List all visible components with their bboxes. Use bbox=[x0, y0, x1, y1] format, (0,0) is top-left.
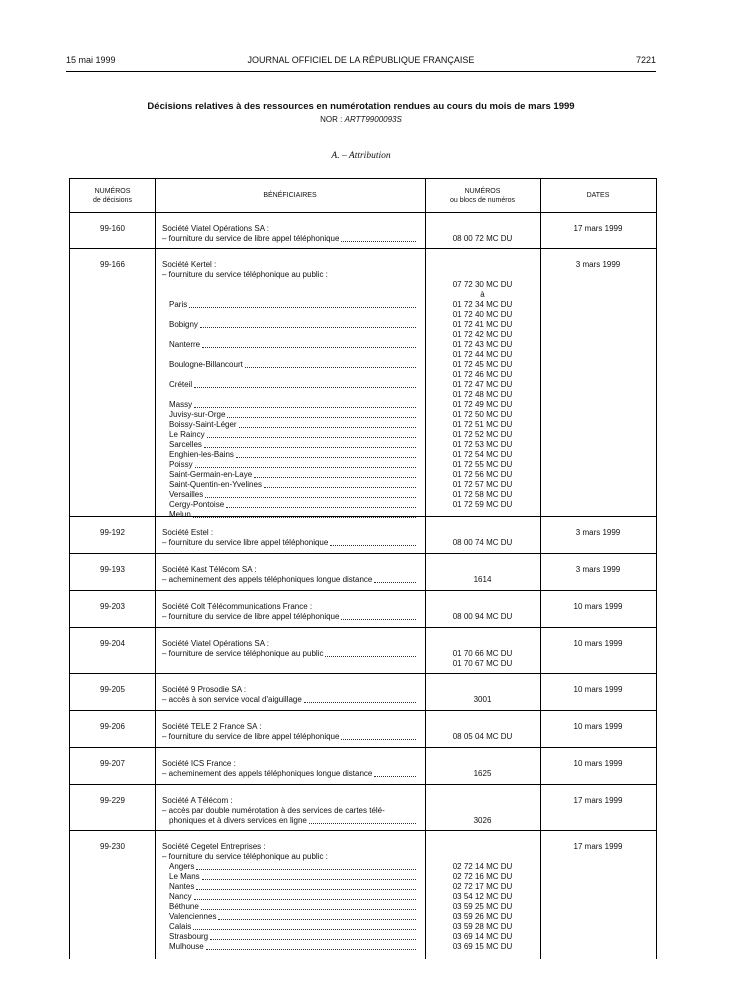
leader-dots bbox=[341, 241, 416, 242]
beneficiary bbox=[162, 722, 417, 742]
header-page-number: 7221 bbox=[635, 55, 656, 65]
city-line-text: Versailles bbox=[169, 490, 204, 499]
leader-dots bbox=[218, 919, 416, 920]
service-line bbox=[162, 538, 417, 548]
decision-number: 99-207 bbox=[100, 759, 125, 768]
leader-dots bbox=[254, 477, 416, 478]
city-line-text: Nanterre bbox=[169, 340, 201, 349]
beneficiary bbox=[162, 685, 417, 705]
city-line bbox=[162, 300, 417, 310]
number-block: 3001 bbox=[473, 695, 492, 704]
number-blocks bbox=[425, 769, 540, 779]
number-block: à bbox=[480, 290, 485, 299]
service-line-text: – fourniture de service téléphonique au public bbox=[162, 649, 324, 658]
leader-dots bbox=[227, 417, 416, 418]
beneficiary bbox=[162, 565, 417, 585]
service-line bbox=[162, 816, 417, 826]
leader-dots bbox=[239, 427, 416, 428]
number-block: 01 72 50 MC DU bbox=[452, 410, 513, 419]
spacer bbox=[162, 390, 417, 400]
city-line bbox=[162, 500, 417, 510]
number-block: 03 59 25 MC DU bbox=[452, 902, 513, 911]
number-block: 01 72 42 MC DU bbox=[452, 330, 513, 339]
city-line bbox=[162, 400, 417, 410]
leader-dots bbox=[194, 407, 416, 408]
number-block: 02 72 16 MC DU bbox=[452, 872, 513, 881]
header-date: 15 mai 1999 bbox=[66, 55, 116, 65]
leader-dots bbox=[236, 457, 416, 458]
decision-date: 10 mars 1999 bbox=[573, 639, 623, 648]
city-line bbox=[162, 480, 417, 490]
company-name: Société 9 Prosodie SA : bbox=[162, 685, 247, 694]
leader-dots bbox=[200, 327, 416, 328]
decision-date: 3 mars 1999 bbox=[575, 565, 621, 574]
number-block: 08 00 94 MC DU bbox=[452, 612, 513, 621]
city-line-text: Nancy bbox=[169, 892, 192, 901]
leader-dots bbox=[264, 487, 416, 488]
company-name: Société TELE 2 France SA : bbox=[162, 722, 262, 731]
column-divider bbox=[155, 179, 156, 959]
number-block: 01 72 54 MC DU bbox=[452, 450, 513, 459]
leader-dots bbox=[202, 879, 416, 880]
number-blocks bbox=[425, 280, 540, 510]
city-line-text: Angers bbox=[169, 862, 195, 871]
number-block: 1614 bbox=[473, 575, 492, 584]
header-rule bbox=[66, 71, 656, 72]
decision-number: 99-193 bbox=[100, 565, 125, 574]
number-block: 03 59 26 MC DU bbox=[452, 912, 513, 921]
company-name: Société A Télécom : bbox=[162, 796, 233, 805]
city-line bbox=[162, 912, 417, 922]
company-name: Société ICS France : bbox=[162, 759, 236, 768]
company-name: Société Kertel : bbox=[162, 260, 217, 269]
city-line-text: Paris bbox=[169, 300, 188, 309]
city-line-text: Bobigny bbox=[169, 320, 198, 329]
company-name: Société Colt Télécommunications France : bbox=[162, 602, 313, 611]
number-block: 08 00 72 MC DU bbox=[452, 234, 513, 243]
number-block: 01 72 43 MC DU bbox=[452, 340, 513, 349]
city-line-text: Boulogne-Billancourt bbox=[169, 360, 243, 369]
number-block: 01 72 46 MC DU bbox=[452, 370, 513, 379]
city-line bbox=[162, 490, 417, 500]
leader-dots bbox=[304, 702, 416, 703]
number-blocks bbox=[425, 575, 540, 585]
city-line bbox=[162, 460, 417, 470]
number-blocks bbox=[425, 862, 540, 952]
number-block: 01 72 52 MC DU bbox=[452, 430, 513, 439]
company-name: Société Viatel Opérations SA : bbox=[162, 224, 270, 233]
city-line-text: Créteil bbox=[169, 380, 193, 389]
service-line-text: phoniques et à divers services en ligne bbox=[169, 816, 307, 825]
number-blocks bbox=[425, 234, 540, 244]
number-block: 01 72 48 MC DU bbox=[452, 390, 513, 399]
nor-label: NOR : bbox=[320, 115, 343, 124]
city-line bbox=[162, 360, 417, 370]
number-blocks bbox=[425, 695, 540, 705]
leader-dots bbox=[341, 619, 416, 620]
city-line-text: Massy bbox=[169, 400, 193, 409]
service-line bbox=[162, 612, 417, 622]
decision-date: 17 mars 1999 bbox=[573, 224, 623, 233]
leader-dots bbox=[245, 367, 416, 368]
company-name: Société Cegetel Entreprises : bbox=[162, 842, 266, 851]
decision-date: 3 mars 1999 bbox=[575, 260, 621, 269]
leader-dots bbox=[193, 929, 416, 930]
city-line bbox=[162, 902, 417, 912]
number-block: 01 72 47 MC DU bbox=[452, 380, 513, 389]
city-line-text: Nantes bbox=[169, 882, 195, 891]
nor-reference bbox=[66, 115, 656, 124]
decision-number: 99-192 bbox=[100, 528, 125, 537]
spacer bbox=[162, 370, 417, 380]
number-block: 01 72 41 MC DU bbox=[452, 320, 513, 329]
row-divider bbox=[70, 627, 656, 628]
leader-dots bbox=[195, 467, 416, 468]
decision-number: 99-205 bbox=[100, 685, 125, 694]
decision-number: 99-160 bbox=[100, 224, 125, 233]
number-block: 01 72 55 MC DU bbox=[452, 460, 513, 469]
leader-dots bbox=[193, 517, 416, 518]
col-header-dates: DATES bbox=[586, 192, 610, 199]
number-block: 08 00 74 MC DU bbox=[452, 538, 513, 547]
city-line bbox=[162, 450, 417, 460]
beneficiary bbox=[162, 796, 417, 826]
service-line bbox=[162, 732, 417, 742]
service-line-text: – fourniture du service de libre appel téléphonique bbox=[162, 612, 340, 621]
number-block: 01 70 67 MC DU bbox=[452, 659, 513, 668]
city-line bbox=[162, 430, 417, 440]
col-header-decisions: NUMÉROS de décisions bbox=[93, 187, 132, 204]
document-title: Décisions relatives à des ressources en numérotation rendues au cours du mois de mars 1999 bbox=[147, 101, 575, 112]
number-blocks bbox=[425, 816, 540, 826]
service-line-text: – fourniture du service de libre appel téléphonique bbox=[162, 234, 340, 243]
leader-dots bbox=[325, 656, 416, 657]
number-block: 3026 bbox=[473, 816, 492, 825]
decision-date: 10 mars 1999 bbox=[573, 759, 623, 768]
beneficiary bbox=[162, 759, 417, 779]
leader-dots bbox=[330, 545, 416, 546]
row-divider bbox=[70, 784, 656, 785]
city-line-text: Juvisy-sur-Orge bbox=[169, 410, 226, 419]
leader-dots bbox=[207, 437, 416, 438]
number-block: 01 72 59 MC DU bbox=[452, 500, 513, 509]
decision-number: 99-203 bbox=[100, 602, 125, 611]
number-block: 03 69 15 MC DU bbox=[452, 942, 513, 951]
city-line bbox=[162, 470, 417, 480]
leader-dots bbox=[374, 582, 416, 583]
number-block: 01 72 51 MC DU bbox=[452, 420, 513, 429]
service-line-text: – acheminement des appels téléphoniques longue distance bbox=[162, 575, 373, 584]
city-line bbox=[162, 882, 417, 892]
decision-number: 99-229 bbox=[100, 796, 125, 805]
row-divider bbox=[70, 747, 656, 748]
city-line-text: Calais bbox=[169, 922, 192, 931]
city-line-text: Sarcelles bbox=[169, 440, 202, 449]
service-description: – accès par double numérotation à des services de cartes télé- bbox=[162, 806, 385, 815]
number-block: 01 70 66 MC DU bbox=[452, 649, 513, 658]
spacer bbox=[162, 290, 417, 300]
col-header-beneficiaires: BÉNÉFICIAIRES bbox=[263, 192, 317, 199]
number-blocks bbox=[425, 732, 540, 742]
city-line-text: Poissy bbox=[169, 460, 193, 469]
spacer bbox=[162, 280, 417, 290]
decision-date: 3 mars 1999 bbox=[575, 528, 621, 537]
number-block: 01 72 56 MC DU bbox=[452, 470, 513, 479]
decision-date: 17 mars 1999 bbox=[573, 796, 623, 805]
decision-date: 10 mars 1999 bbox=[573, 685, 623, 694]
number-block: 02 72 14 MC DU bbox=[452, 862, 513, 871]
row-divider bbox=[70, 830, 656, 831]
service-line-text: – fourniture du service de libre appel téléphonique bbox=[162, 732, 340, 741]
city-line bbox=[162, 892, 417, 902]
number-blocks bbox=[425, 612, 540, 622]
company-name: Société Kast Télécom SA : bbox=[162, 565, 257, 574]
city-line-text: Boissy-Saint-Léger bbox=[169, 420, 237, 429]
city-line-text: Le Raincy bbox=[169, 430, 205, 439]
beneficiary bbox=[162, 842, 417, 952]
leader-dots bbox=[194, 387, 416, 388]
header-journal: JOURNAL OFFICIEL DE LA RÉPUBLIQUE FRANÇAISE bbox=[247, 55, 475, 65]
leader-dots bbox=[341, 739, 416, 740]
city-line bbox=[162, 932, 417, 942]
service-line bbox=[162, 649, 417, 659]
decision-date: 17 mars 1999 bbox=[573, 842, 623, 851]
city-line-text: Saint-Germain-en-Laye bbox=[169, 470, 253, 479]
spacer bbox=[162, 350, 417, 360]
decision-number: 99-230 bbox=[100, 842, 125, 851]
number-block: 01 72 49 MC DU bbox=[452, 400, 513, 409]
number-block: 02 72 17 MC DU bbox=[452, 882, 513, 891]
section-title: A. – Attribution bbox=[331, 151, 391, 161]
number-block: 01 72 44 MC DU bbox=[452, 350, 513, 359]
row-divider bbox=[70, 673, 656, 674]
service-line bbox=[162, 695, 417, 705]
number-block: 03 59 28 MC DU bbox=[452, 922, 513, 931]
city-line bbox=[162, 410, 417, 420]
number-block: 01 72 45 MC DU bbox=[452, 360, 513, 369]
header-divider bbox=[70, 212, 656, 213]
service-description: – fourniture du service téléphonique au public : bbox=[162, 270, 328, 279]
city-line-text: Béthune bbox=[169, 902, 199, 911]
service-line bbox=[162, 575, 417, 585]
number-block: 07 72 30 MC DU bbox=[452, 280, 513, 289]
decision-date: 10 mars 1999 bbox=[573, 602, 623, 611]
decision-date: 10 mars 1999 bbox=[573, 722, 623, 731]
number-block: 01 72 53 MC DU bbox=[452, 440, 513, 449]
number-blocks bbox=[425, 538, 540, 548]
leader-dots bbox=[204, 447, 416, 448]
leader-dots bbox=[196, 889, 416, 890]
city-line bbox=[162, 942, 417, 952]
number-block: 08 05 04 MC DU bbox=[452, 732, 513, 741]
number-block: 1625 bbox=[473, 769, 492, 778]
col-header-numeros: NUMÉROS ou blocs de numéros bbox=[450, 187, 515, 204]
spacer bbox=[162, 310, 417, 320]
service-line bbox=[162, 769, 417, 779]
beneficiary bbox=[162, 260, 417, 520]
company-name: Société Estel : bbox=[162, 528, 214, 537]
city-line bbox=[162, 440, 417, 450]
row-divider bbox=[70, 553, 656, 554]
city-line bbox=[162, 510, 417, 520]
leader-dots bbox=[309, 823, 416, 824]
leader-dots bbox=[226, 507, 416, 508]
city-line-text: Strasbourg bbox=[169, 932, 209, 941]
city-line bbox=[162, 872, 417, 882]
leader-dots bbox=[210, 939, 416, 940]
beneficiary bbox=[162, 602, 417, 622]
city-line-text: Enghien-les-Bains bbox=[169, 450, 234, 459]
spacer bbox=[162, 330, 417, 340]
company-name: Société Viatel Opérations SA : bbox=[162, 639, 270, 648]
city-line bbox=[162, 320, 417, 330]
nor-value: ARTT9900093S bbox=[344, 115, 402, 124]
city-line bbox=[162, 380, 417, 390]
number-block: 01 72 58 MC DU bbox=[452, 490, 513, 499]
city-line-text: Mulhouse bbox=[169, 942, 204, 951]
service-line-text: – acheminement des appels téléphoniques longue distance bbox=[162, 769, 373, 778]
row-divider bbox=[70, 248, 656, 249]
number-block: 01 72 57 MC DU bbox=[452, 480, 513, 489]
number-block: 03 54 12 MC DU bbox=[452, 892, 513, 901]
leader-dots bbox=[206, 949, 416, 950]
leader-dots bbox=[194, 899, 416, 900]
service-line bbox=[162, 234, 417, 244]
leader-dots bbox=[374, 776, 416, 777]
number-block: 01 72 40 MC DU bbox=[452, 310, 513, 319]
row-divider bbox=[70, 516, 656, 517]
service-line-text: – accès à son service vocal d'aiguillage bbox=[162, 695, 302, 704]
row-divider bbox=[70, 590, 656, 591]
service-description: – fourniture du service téléphonique au public : bbox=[162, 852, 328, 861]
leader-dots bbox=[201, 909, 416, 910]
leader-dots bbox=[202, 347, 416, 348]
city-line bbox=[162, 862, 417, 872]
number-block: 03 69 14 MC DU bbox=[452, 932, 513, 941]
decision-number: 99-204 bbox=[100, 639, 125, 648]
service-line-text: – fourniture du service libre appel téléphonique bbox=[162, 538, 329, 547]
city-line bbox=[162, 922, 417, 932]
beneficiary bbox=[162, 528, 417, 548]
leader-dots bbox=[205, 497, 416, 498]
decision-number: 99-166 bbox=[100, 260, 125, 269]
leader-dots bbox=[196, 869, 416, 870]
leader-dots bbox=[189, 307, 416, 308]
city-line bbox=[162, 420, 417, 430]
number-blocks bbox=[425, 649, 540, 669]
city-line-text: Valenciennes bbox=[169, 912, 217, 921]
city-line bbox=[162, 340, 417, 350]
city-line-text: Saint-Quentin-en-Yvelines bbox=[169, 480, 262, 489]
decision-number: 99-206 bbox=[100, 722, 125, 731]
decisions-table bbox=[69, 178, 657, 959]
city-line-text: Le Mans bbox=[169, 872, 200, 881]
city-line-text: Cergy-Pontoise bbox=[169, 500, 225, 509]
beneficiary bbox=[162, 224, 417, 244]
beneficiary bbox=[162, 639, 417, 659]
city-line-text: Melun bbox=[169, 510, 191, 519]
row-divider bbox=[70, 710, 656, 711]
number-block: 01 72 34 MC DU bbox=[452, 300, 513, 309]
